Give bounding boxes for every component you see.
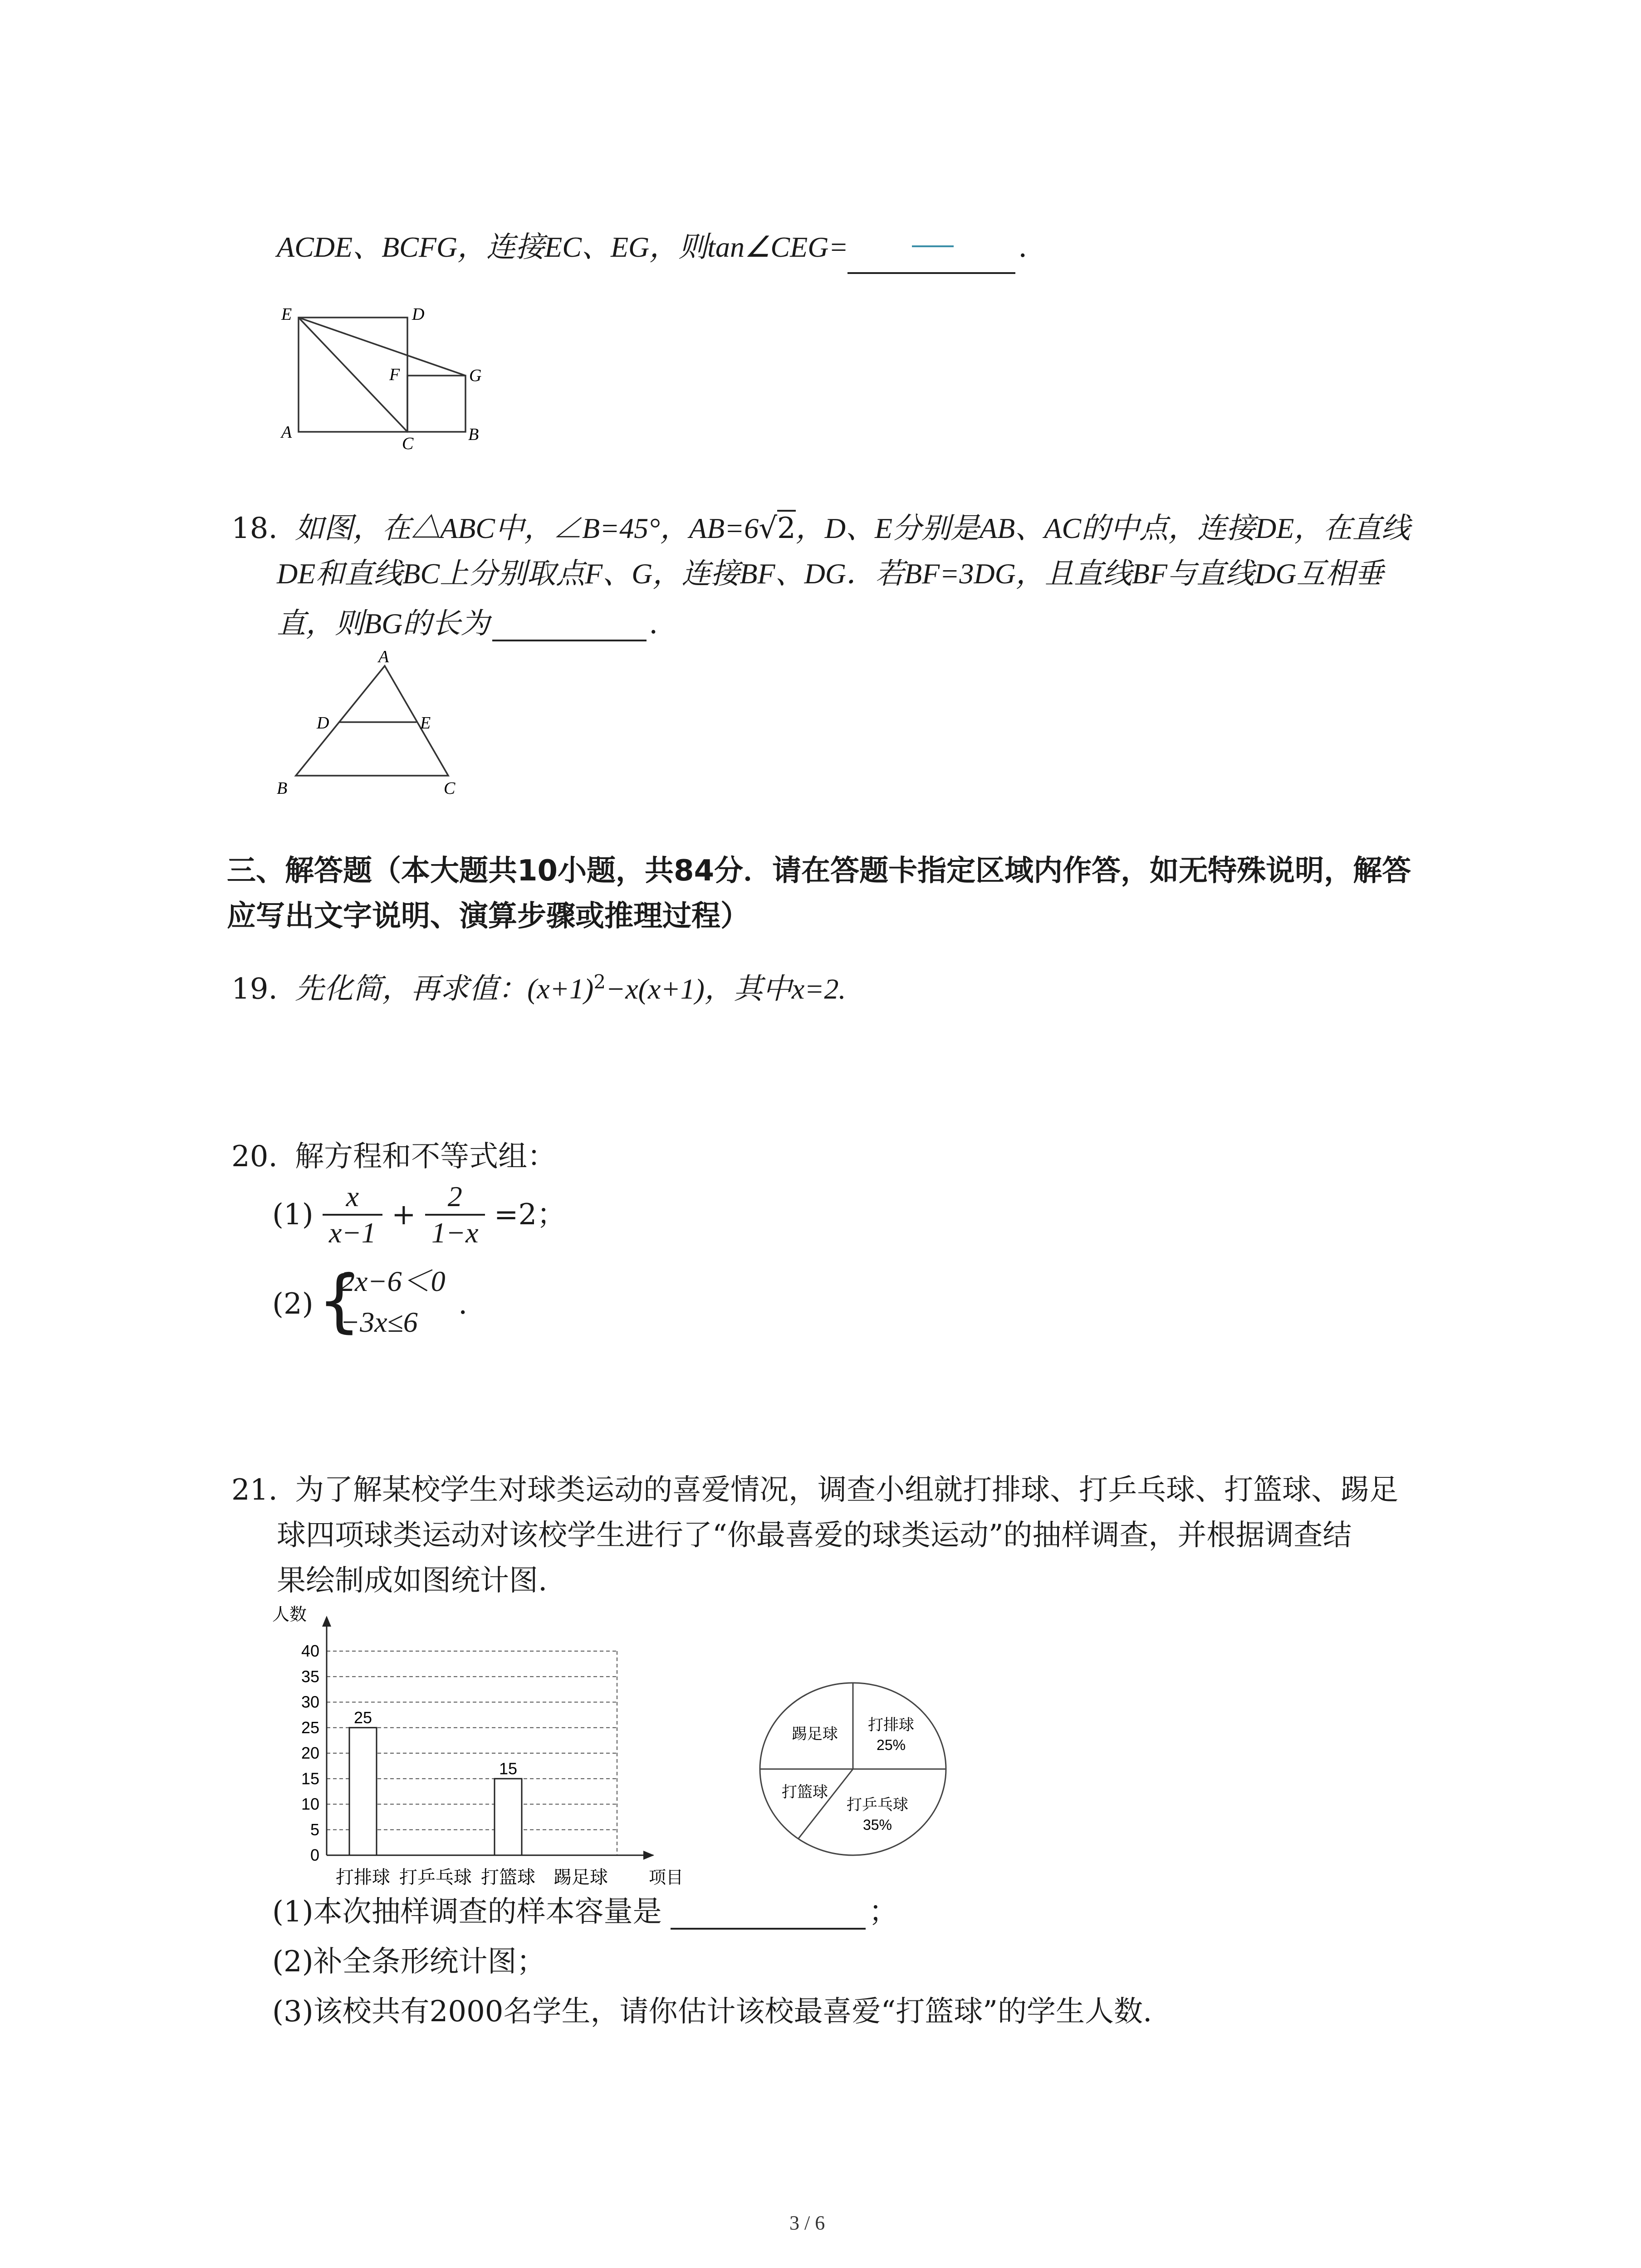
label-a: A xyxy=(378,647,389,666)
q20-frac2-den: 1−x xyxy=(431,1217,479,1249)
x-category-label: 打篮球 xyxy=(481,1867,535,1888)
q20-p1-tail: =2； xyxy=(494,1198,566,1232)
label-d: D xyxy=(412,305,425,324)
q18-radicand: 2 xyxy=(777,510,796,545)
q20-frac1-den: x−1 xyxy=(329,1217,376,1249)
q18-number: 18. xyxy=(231,512,278,545)
q17-answer-blank[interactable] xyxy=(847,272,1015,274)
label-a: A xyxy=(281,423,292,442)
bars xyxy=(349,1728,522,1855)
y-tick-label: 20 xyxy=(301,1744,319,1762)
q21-sub1-end: ； xyxy=(869,1895,898,1929)
pie-slice-label: 打篮球 xyxy=(782,1783,828,1802)
q21-line2: 球四项球类运动对该校学生进行了“你最喜爱的球类运动”的抽样调查，并根据调查结 xyxy=(277,1519,1352,1552)
pie-percent-label: 35% xyxy=(862,1817,892,1833)
pie-slice-label: 打排球 xyxy=(868,1716,915,1735)
bar xyxy=(495,1779,522,1855)
q18-period: . xyxy=(649,607,658,640)
q18-text-b: ，D、E分别是AB、AC的中点，连接DE，在直线 xyxy=(795,512,1411,544)
y-tick-label: 40 xyxy=(301,1642,319,1660)
q18-line2: DE和直线BC上分别取点F、G，连接BF、DG．若BF=3DG，且直线BF与直线DG互相垂 xyxy=(277,557,1384,590)
x-category-label: 踢足球 xyxy=(554,1867,608,1888)
sqrt-symbol: √ xyxy=(759,512,778,545)
q20-number: 20. xyxy=(231,1140,278,1173)
q20-title-text: 解方程和不等式组： xyxy=(295,1140,557,1173)
q20-plus: + xyxy=(391,1198,416,1232)
q21-line3: 果绘制成如图统计图. xyxy=(277,1564,548,1598)
y-tick-label: 25 xyxy=(301,1718,319,1737)
y-tick-label: 30 xyxy=(301,1692,319,1711)
q19-text-b: −x(x+1)，其中x=2. xyxy=(606,973,846,1005)
q18-answer-blank[interactable] xyxy=(492,640,647,641)
q19-exponent: 2 xyxy=(593,971,606,993)
q21-number: 21. xyxy=(231,1473,278,1507)
label-g: G xyxy=(469,366,482,385)
y-tick-label: 5 xyxy=(310,1820,319,1839)
label-f: F xyxy=(389,365,400,384)
q21-sub1 xyxy=(272,1894,662,1930)
x-axis-arrow-icon xyxy=(643,1851,654,1860)
q18-line3 xyxy=(277,606,490,642)
q20-p2-line1: 2x−6＜0 xyxy=(340,1265,446,1297)
bar xyxy=(349,1728,377,1855)
labels xyxy=(272,1604,683,1888)
y-tick-label: 10 xyxy=(301,1794,319,1813)
q20-title xyxy=(231,1139,556,1175)
q19-text-a: 先化简，再求值：(x+1) xyxy=(295,973,594,1005)
q20-part1 xyxy=(272,1179,566,1250)
q21-answer-blank[interactable] xyxy=(671,1928,866,1930)
q18-text-3: 直，则BG的长为 xyxy=(277,607,490,640)
label-e: E xyxy=(420,714,431,733)
pie-slice-label: 打乒乓球 xyxy=(846,1796,908,1814)
page-number: 3 / 6 xyxy=(789,2212,825,2234)
label-b: B xyxy=(277,779,288,798)
q20-frac1 xyxy=(323,1179,382,1250)
x-axis-title: 项目 xyxy=(649,1867,684,1887)
y-tick-label: 0 xyxy=(310,1846,319,1864)
q20-frac1-num: x xyxy=(323,1179,382,1216)
segment-eg xyxy=(299,318,465,376)
y-tick-label: 35 xyxy=(301,1667,319,1686)
q18-figure xyxy=(263,644,499,807)
label-c: C xyxy=(402,434,414,453)
q20-p2-line2: −3x≤6 xyxy=(340,1306,418,1338)
section-heading-line2: 应写出文字说明、演算步骤或推理过程） xyxy=(227,899,749,933)
bar-chart xyxy=(254,1601,690,1892)
brace-icon: { xyxy=(318,1261,361,1340)
pie-chart xyxy=(744,1669,962,1869)
q17-figure xyxy=(263,299,499,463)
x-category-label: 打排球 xyxy=(336,1867,390,1888)
x-category-label: 打乒乓球 xyxy=(399,1867,472,1888)
q17-answer-mark xyxy=(912,245,954,247)
q21-text-1: 为了解某校学生对球类运动的喜爱情况，调查小组就打排球、打乒乓球、打篮球、踢足 xyxy=(295,1473,1399,1507)
y-axis-arrow-icon xyxy=(322,1616,331,1627)
label-c: C xyxy=(444,779,456,798)
pie-slices xyxy=(760,1683,946,1855)
q21-sub2: (2)补全条形统计图； xyxy=(272,1945,546,1979)
square-bcfg xyxy=(407,376,465,432)
q17-line xyxy=(277,229,848,265)
q20-p2-label: (2) xyxy=(272,1287,314,1321)
q19-number: 19. xyxy=(231,972,278,1006)
q21-sub3: (3)该校共有2000名学生，请你估计该校最喜爱“打篮球”的学生人数. xyxy=(272,1995,1152,2028)
y-tick-label: 15 xyxy=(301,1769,319,1788)
q20-frac2 xyxy=(425,1179,485,1250)
pie-percent-label: 25% xyxy=(877,1737,906,1754)
bar-value-label: 15 xyxy=(499,1759,518,1778)
q20-frac2-num: 2 xyxy=(425,1179,485,1216)
q21-sub1-text: (1)本次抽样调查的样本容量是 xyxy=(272,1895,662,1929)
q20-p2-tail: . xyxy=(458,1287,468,1321)
label-d: D xyxy=(317,714,329,733)
q17-text: ACDE、BCFG，连接EC、EG，则tan∠CEG= xyxy=(277,231,848,263)
pie-slice-label: 踢足球 xyxy=(791,1725,838,1744)
q18-line1 xyxy=(231,510,1410,547)
section-heading-line1: 三、解答题（本大题共10小题，共84分．请在答题卡指定区域内作答，如无特殊说明，解答 xyxy=(227,854,1411,888)
q21-line1 xyxy=(231,1472,1398,1508)
q17-period: . xyxy=(1018,230,1028,264)
q20-p1-label: (1) xyxy=(272,1198,314,1232)
label-e: E xyxy=(281,305,292,324)
q18-text-a: 如图，在△ABC中，∠B=45°，AB=6 xyxy=(295,512,759,544)
bar-value-label: 25 xyxy=(353,1708,372,1727)
y-axis-title: 人数 xyxy=(272,1604,307,1624)
q19 xyxy=(231,964,846,1007)
label-b: B xyxy=(468,425,479,444)
